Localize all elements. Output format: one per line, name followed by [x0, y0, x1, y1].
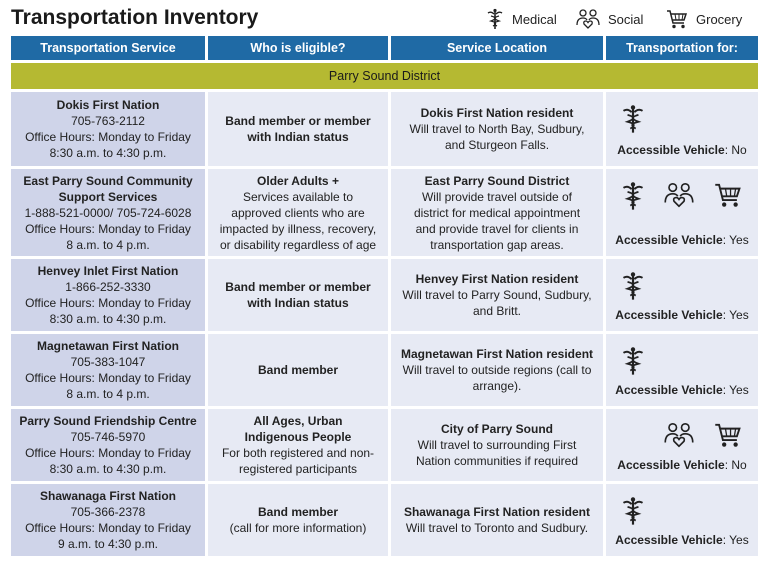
service-name: Shawanaga First Nation: [39, 489, 177, 503]
text-line: Will travel to Toronto and Sudbury.: [405, 521, 589, 535]
bold-text-line: Band member: [257, 363, 339, 377]
service-cell: [11, 409, 205, 481]
bold-text-line: Henvey First Nation resident: [415, 272, 579, 286]
text-line: 8:30 a.m. to 4:30 p.m.: [49, 462, 167, 476]
text-line: and Britt.: [472, 304, 522, 318]
transport-cell: [606, 92, 758, 166]
text-line: approved clients who are: [231, 205, 365, 220]
accessible-vehicle-value: : Yes: [722, 308, 749, 322]
eligible-cell: [208, 484, 388, 556]
location-cell: [391, 259, 603, 331]
bold-text-line: All Ages, Urban: [253, 414, 343, 428]
text-line: Office Hours: Monday to Friday: [25, 446, 191, 460]
eligible-cell: [208, 169, 388, 256]
accessible-vehicle-status: [606, 142, 758, 158]
header-service: Transportation Service: [11, 36, 205, 60]
accessible-vehicle-status: [606, 307, 758, 323]
service-icons: [606, 271, 758, 301]
bold-text-line: Magnetawan First Nation resident: [400, 347, 594, 361]
text-line: Office Hours: Monday to Friday: [25, 130, 191, 144]
bold-text-line: Older Adults +: [257, 173, 339, 188]
table-row: [11, 169, 758, 256]
legend-label: Grocery: [696, 11, 743, 27]
text-line: 705-763-2112: [71, 114, 145, 128]
service-name: Parry Sound Friendship Centre: [19, 414, 197, 428]
text-line: 705-383-1047: [70, 355, 146, 369]
bold-text-line: Band member or member: [225, 280, 371, 294]
service-cell: [11, 334, 205, 406]
transport-cell: [606, 169, 758, 256]
icon-legend: [480, 8, 755, 32]
header-location: Service Location: [391, 36, 603, 60]
location-cell: [391, 484, 603, 556]
location-cell: [391, 334, 603, 406]
accessible-vehicle-label: Accessible Vehicle: [615, 383, 723, 397]
text-line: transportation gap areas.: [430, 237, 564, 252]
location-cell: [391, 92, 603, 166]
text-line: 8:30 a.m. to 4:30 p.m.: [49, 146, 167, 160]
text-line: Office Hours: Monday to Friday: [25, 296, 191, 310]
text-line: Nation communities if required: [415, 454, 579, 468]
text-line: Services available to: [242, 189, 354, 204]
caduceus-icon: [486, 8, 504, 30]
service-icons: [606, 104, 758, 134]
service-name: Magnetawan First Nation: [36, 339, 179, 353]
table-header-row: [11, 36, 758, 60]
accessible-vehicle-value: : No: [724, 458, 747, 472]
text-line: 1-888-521-0000/ 705-724-6028: [24, 205, 192, 220]
service-name: Support Services: [58, 189, 158, 204]
text-line: (call for more information): [229, 521, 367, 535]
bold-text-line: with Indian status: [247, 130, 349, 144]
service-cell: [11, 259, 205, 331]
eligible-cell: [208, 92, 388, 166]
text-line: Office Hours: Monday to Friday: [25, 221, 191, 236]
text-line: or disability regardless of age: [219, 237, 377, 252]
accessible-vehicle-value: : No: [724, 143, 747, 157]
table-row: [11, 484, 758, 556]
header-transport: Transportation for:: [606, 36, 758, 60]
text-line: Will provide travel outside of: [421, 189, 573, 204]
text-line: Office Hours: Monday to Friday: [25, 371, 191, 385]
service-icons: [606, 421, 758, 451]
service-name: Henvey Inlet First Nation: [37, 264, 179, 278]
text-line: 705-746-5970: [70, 430, 146, 444]
accessible-vehicle-status: [606, 532, 758, 548]
bold-text-line: Indigenous People: [244, 430, 352, 444]
text-line: 1-866-252-3330: [65, 280, 151, 294]
text-line: 9 a.m. to 4:30 p.m.: [57, 537, 159, 551]
bold-text-line: East Parry Sound District: [424, 173, 570, 188]
bold-text-line: Band member: [257, 505, 339, 519]
accessible-vehicle-value: : Yes: [722, 233, 749, 247]
text-line: Will travel to North Bay, Sudbury,: [409, 122, 585, 136]
bold-text-line: Dokis First Nation resident: [420, 106, 574, 120]
legend-label: Social: [608, 11, 644, 27]
text-line: Office Hours: Monday to Friday: [25, 521, 191, 535]
text-line: registered participants: [238, 462, 358, 476]
service-cell: [11, 92, 205, 166]
text-line: Will travel to outside regions (call to: [402, 363, 592, 377]
text-line: 8:30 a.m. to 4:30 p.m.: [49, 312, 167, 326]
text-line: impacted by illness, recovery,: [219, 221, 377, 236]
legend-label: Medical: [512, 11, 557, 27]
accessible-vehicle-label: Accessible Vehicle: [617, 458, 725, 472]
bold-text-line: City of Parry Sound: [440, 422, 553, 436]
service-icons: [606, 181, 758, 211]
accessible-vehicle-status: [606, 382, 758, 398]
transport-cell: [606, 259, 758, 331]
accessible-vehicle-label: Accessible Vehicle: [617, 143, 725, 157]
text-line: and provide travel for clients in: [415, 221, 579, 236]
service-name: Dokis First Nation: [56, 98, 160, 112]
people-heart-icon: [576, 8, 600, 30]
text-line: arrange).: [472, 379, 522, 393]
location-cell: [391, 409, 603, 481]
transport-cell: [606, 484, 758, 556]
district-name: Parry Sound District: [11, 63, 758, 89]
eligible-cell: [208, 259, 388, 331]
table-row: [11, 92, 758, 166]
text-line: 705-366-2378: [70, 505, 146, 519]
shopping-cart-icon: [666, 8, 688, 30]
accessible-vehicle-label: Accessible Vehicle: [615, 308, 723, 322]
service-icons: [606, 346, 758, 376]
table-row: [11, 409, 758, 481]
legend-medical: [486, 8, 557, 30]
page-title: Transportation Inventory: [11, 6, 259, 29]
text-line: Will travel to Parry Sound, Sudbury,: [402, 288, 592, 302]
bold-text-line: with Indian status: [247, 296, 349, 310]
accessible-vehicle-label: Accessible Vehicle: [615, 533, 723, 547]
location-cell: [391, 169, 603, 256]
district-row: [11, 63, 758, 89]
accessible-vehicle-value: : Yes: [722, 533, 749, 547]
transport-cell: [606, 409, 758, 481]
text-line: Will travel to surrounding First: [417, 438, 577, 452]
text-line: For both registered and non-: [221, 446, 375, 460]
accessible-vehicle-status: [606, 232, 758, 248]
text-line: district for medical appointment: [413, 205, 581, 220]
table-row: [11, 259, 758, 331]
table-row: [11, 334, 758, 406]
eligible-cell: [208, 334, 388, 406]
service-icons: [606, 496, 758, 526]
transport-cell: [606, 334, 758, 406]
service-name: East Parry Sound Community: [23, 173, 193, 188]
accessible-vehicle-value: : Yes: [722, 383, 749, 397]
text-line: 8 a.m. to 4 p.m.: [66, 387, 150, 401]
legend-grocery: [666, 8, 742, 30]
text-line: 8 a.m. to 4 p.m.: [66, 237, 150, 252]
inventory-table: [8, 33, 761, 559]
accessible-vehicle-label: Accessible Vehicle: [615, 233, 723, 247]
bold-text-line: Shawanaga First Nation resident: [403, 505, 591, 519]
legend-social: [576, 8, 643, 30]
service-cell: [11, 169, 205, 256]
accessible-vehicle-status: [606, 457, 758, 473]
service-cell: [11, 484, 205, 556]
bold-text-line: Band member or member: [225, 114, 371, 128]
text-line: and Sturgeon Falls.: [444, 138, 550, 152]
header-eligible: Who is eligible?: [208, 36, 388, 60]
eligible-cell: [208, 409, 388, 481]
